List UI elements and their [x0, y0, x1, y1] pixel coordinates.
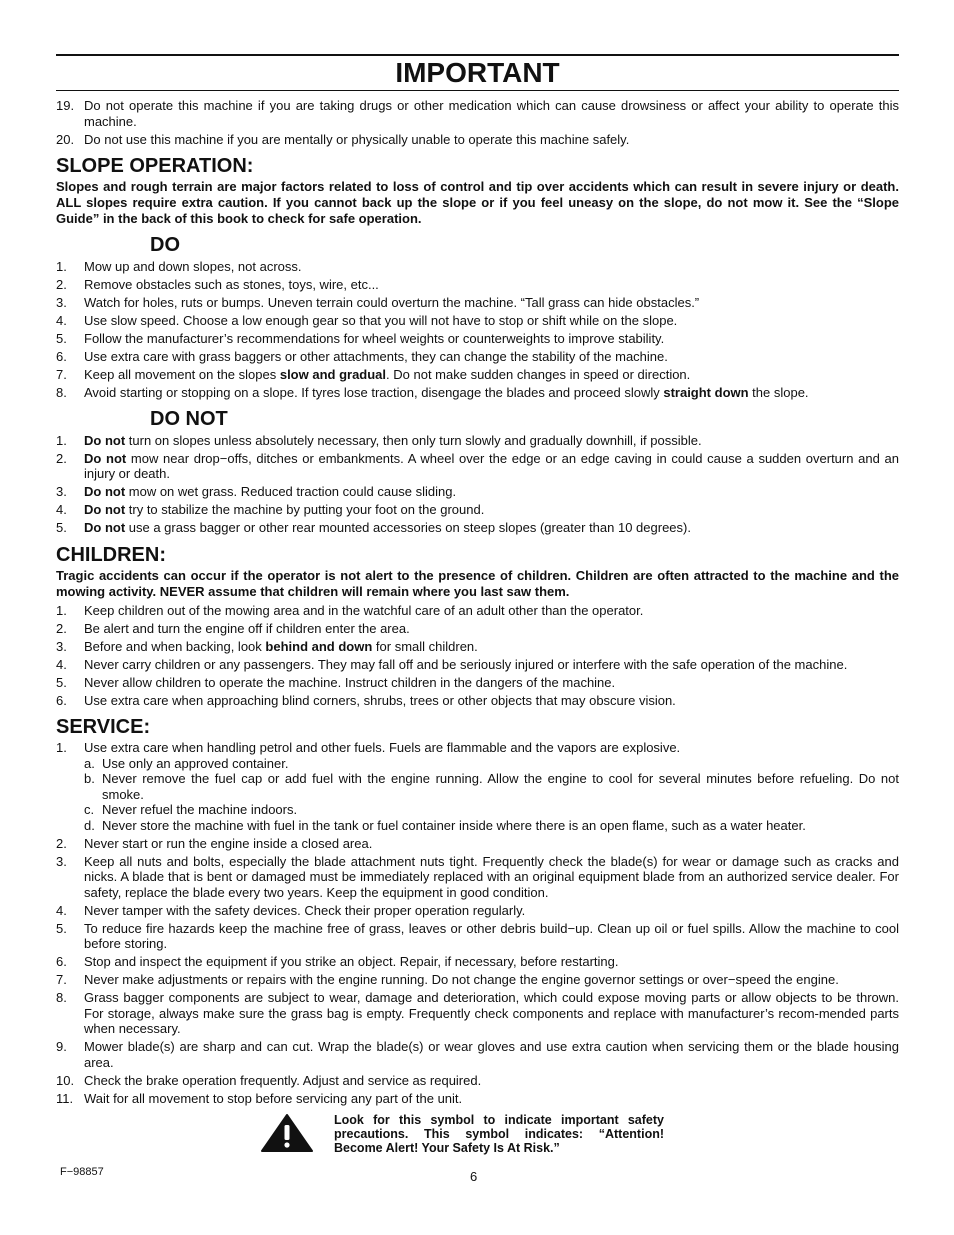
sub-item — [84, 756, 899, 772]
item-number: 11. — [56, 1090, 74, 1106]
item-text: Keep children out of the mowing area and in the watchful care of an adult other than the operator. — [84, 602, 644, 618]
item-text: Use slow speed. Choose a low enough gear so that you will not have to stop or shift while on the slope. — [84, 313, 678, 328]
item-text: Mower blade(s) are sharp and can cut. Wrap the blade(s) or wear gloves and use extra caution when servicing them or the blade housing area. — [84, 1039, 899, 1070]
item-text: Keep all movement on the slopes slow and gradual. Do not make sudden changes in speed or direction. — [84, 367, 691, 382]
item-text: Avoid starting or stopping on a slope. If tyres lose traction, disengage the blades and proceed slowly straight down the slope. — [84, 385, 809, 400]
service-list — [56, 740, 899, 1109]
item-number: 1. — [56, 740, 67, 755]
list-item — [56, 385, 899, 401]
do-not-heading: DO NOT — [150, 407, 228, 430]
item-number: 19. — [56, 98, 75, 113]
slope-intro: Slopes and rough terrain are major factors related to loss of control and tip over accidents which can result in severe injury or death. ALL slopes require extra caution. If you cannot back up the slope or if you feel uneasy on the slope, do not mow it. See the “Slope Guide” in the back of this book to check for safe operation. — [56, 179, 899, 226]
item-number: 5. — [56, 331, 67, 346]
item-text: Grass bagger components are subject to wear, damage and deterioration, which could expose moving parts or allow objects to be thrown. For storage, always make sure the grass bag is empty. Frequently check components and replace with manufacturer’s recom-mended parts when necessary. — [84, 990, 899, 1036]
sub-text: Use only an approved container. — [102, 755, 289, 771]
children-list — [56, 603, 899, 709]
item-number: 7. — [56, 972, 67, 987]
item-number: 3. — [56, 853, 67, 869]
item-text: Never make adjustments or repairs with the engine running. Do not change the engine governor settings or over−speed the engine. — [84, 972, 839, 987]
list-item — [56, 657, 899, 673]
list-item — [56, 98, 899, 129]
do-not-list — [56, 433, 899, 536]
list-item — [56, 484, 899, 500]
sub-item — [84, 802, 899, 818]
list-item — [56, 295, 899, 311]
item-number: 2. — [56, 835, 67, 851]
do-list — [56, 259, 899, 401]
do-heading: DO — [150, 234, 180, 256]
item-text: Watch for holes, ruts or bumps. Uneven terrain could overturn the machine. “Tall grass can hide obstacles.” — [84, 295, 700, 310]
item-number: 6. — [56, 954, 67, 969]
item-number: 4. — [56, 902, 67, 918]
item-text: Before and when backing, look behind and down for small children. — [84, 638, 478, 654]
children-heading: CHILDREN: — [56, 543, 166, 566]
item-number: 1. — [56, 432, 67, 448]
document-code: F−98857 — [60, 1166, 104, 1178]
item-number: 20. — [56, 131, 75, 147]
item-text: Never allow children to operate the machine. Instruct children in the dangers of the machine. — [84, 674, 616, 690]
list-item — [56, 433, 899, 449]
item-number: 2. — [56, 277, 67, 292]
list-item — [56, 259, 899, 275]
list-item — [56, 367, 899, 383]
item-number: 5. — [56, 920, 67, 936]
item-number: 5. — [56, 520, 67, 535]
item-number: 2. — [56, 450, 67, 466]
children-intro: Tragic accidents can occur if the operator is not alert to the presence of children. Children are often attracted to the machine and the mowing activity. NEVER assume that children will remain where you last saw them. — [56, 567, 899, 599]
item-text: Never tamper with the safety devices. Check their proper operation regularly. — [84, 902, 526, 918]
item-text: Do not try to stabilize the machine by putting your foot on the ground. — [84, 502, 485, 517]
list-item — [56, 639, 899, 655]
sub-item — [84, 818, 899, 834]
item-number: 6. — [56, 692, 67, 708]
list-item — [56, 331, 899, 347]
item-text: Keep all nuts and bolts, especially the blade attachment nuts tight. Frequently check the blade(s) for wear or damage such as cracks and nicks. A blade that is bent or damaged must be immediately replaced with an original equipment blade from an authorized service dealer. For safety, replace the blade every two years. Keep the equipment in good condition. — [84, 853, 899, 900]
item-number: 10. — [56, 1072, 75, 1088]
list-item — [56, 1039, 899, 1070]
top-list — [56, 98, 899, 147]
sub-letter: b. — [84, 771, 95, 786]
item-number: 2. — [56, 620, 67, 636]
list-item — [56, 903, 899, 919]
page-title: IMPORTANT — [395, 57, 560, 88]
item-text: Remove obstacles such as stones, toys, wire, etc... — [84, 277, 379, 292]
item-text: Wait for all movement to stop before servicing any part of the unit. — [84, 1090, 463, 1106]
title-rule — [56, 90, 899, 91]
sub-item — [84, 771, 899, 802]
item-number: 1. — [56, 259, 67, 274]
list-item — [56, 603, 899, 619]
list-item — [56, 921, 899, 952]
list-item — [56, 954, 899, 970]
sub-text: Never refuel the machine indoors. — [102, 802, 298, 817]
item-text: Do not use this machine if you are mentally or physically unable to operate this machine safely. — [84, 131, 630, 147]
sub-letter: d. — [84, 817, 95, 833]
item-number: 6. — [56, 349, 67, 364]
list-item — [56, 854, 899, 901]
list-item — [56, 740, 899, 756]
manual-page — [56, 54, 899, 1184]
sub-letter: c. — [84, 802, 95, 817]
item-number: 7. — [56, 367, 67, 382]
safety-symbol-note — [260, 1113, 664, 1155]
item-number: 3. — [56, 638, 67, 654]
item-text: Never carry children or any passengers. They may fall off and be seriously injured or interfere with the safe operation of the machine. — [84, 656, 848, 672]
item-text: Be alert and turn the engine off if children enter the area. — [84, 620, 410, 636]
item-number: 8. — [56, 990, 67, 1005]
list-item — [56, 1073, 899, 1089]
item-number: 9. — [56, 1039, 67, 1054]
item-number: 4. — [56, 502, 67, 517]
item-text: Check the brake operation frequently. Adjust and service as required. — [84, 1072, 482, 1088]
item-number: 5. — [56, 674, 67, 690]
item-number: 3. — [56, 484, 67, 499]
list-item — [56, 836, 899, 852]
list-item — [56, 1091, 899, 1107]
sub-text: Never store the machine with fuel in the tank or fuel container inside where there is an open flame, such as a water heater. — [102, 817, 806, 833]
item-text: Do not mow on wet grass. Reduced traction could cause sliding. — [84, 484, 457, 499]
list-item — [56, 972, 899, 988]
item-text: Use extra care when handling petrol and other fuels. Fuels are flammable and the vapors are explosive. — [84, 740, 681, 755]
list-item — [56, 132, 899, 148]
item-text: Stop and inspect the equipment if you strike an object. Repair, if necessary, before restarting. — [84, 954, 619, 969]
list-item — [56, 520, 899, 536]
item-text: Mow up and down slopes, not across. — [84, 259, 302, 274]
list-item — [56, 277, 899, 293]
sub-text: Never remove the fuel cap or add fuel with the engine running. Allow the engine to cool for several minutes before refueling. Do not smoke. — [102, 771, 899, 802]
sub-letter: a. — [84, 755, 95, 771]
item-text: Do not turn on slopes unless absolutely necessary, then only turn slowly and gradually downhill, if possible. — [84, 432, 702, 448]
list-item — [56, 990, 899, 1037]
item-number: 3. — [56, 295, 67, 310]
symbol-note-text: Look for this symbol to indicate important safety precautions. This symbol indicates: “Attention! Become Alert! Your Safety Is At Risk.” — [334, 1113, 664, 1155]
item-text: Do not operate this machine if you are taking drugs or other medication which can cause drowsiness or affect your ability to operate this machine. — [84, 98, 899, 129]
slope-heading: SLOPE OPERATION: — [56, 155, 254, 177]
list-item — [56, 502, 899, 518]
item-text: Do not use a grass bagger or other rear mounted accessories on steep slopes (greater than 10 degrees). — [84, 520, 691, 535]
item-number: 8. — [56, 385, 67, 400]
list-item — [56, 675, 899, 691]
item-text: Never start or run the engine inside a closed area. — [84, 835, 373, 851]
item-text: To reduce fire hazards keep the machine free of grass, leaves or other debris build−up. Clean up oil or fuel spills. Allow the machine to cool before storing. — [84, 920, 899, 951]
item-text: Use extra care when approaching blind corners, shrubs, trees or other objects that may obscure vision. — [84, 692, 676, 708]
item-number: 1. — [56, 602, 67, 618]
item-number: 4. — [56, 656, 67, 672]
list-item — [56, 313, 899, 329]
list-item — [56, 621, 899, 637]
item-text: Use extra care with grass baggers or other attachments, they can change the stability of the machine. — [84, 349, 668, 364]
warning-triangle-icon — [260, 1113, 314, 1153]
service-heading: SERVICE: — [56, 716, 151, 738]
list-item — [56, 451, 899, 482]
item-text: Do not mow near drop−offs, ditches or embankments. A wheel over the edge or an edge caving in could cause a sudden overturn and an injury or death. — [84, 450, 899, 481]
item-number: 4. — [56, 313, 67, 328]
list-item — [56, 693, 899, 709]
item-text: Follow the manufacturer’s recommendations for wheel weights or counterweights to improve stability. — [84, 331, 665, 346]
page-number: 6 — [470, 1169, 478, 1184]
list-item — [56, 349, 899, 365]
